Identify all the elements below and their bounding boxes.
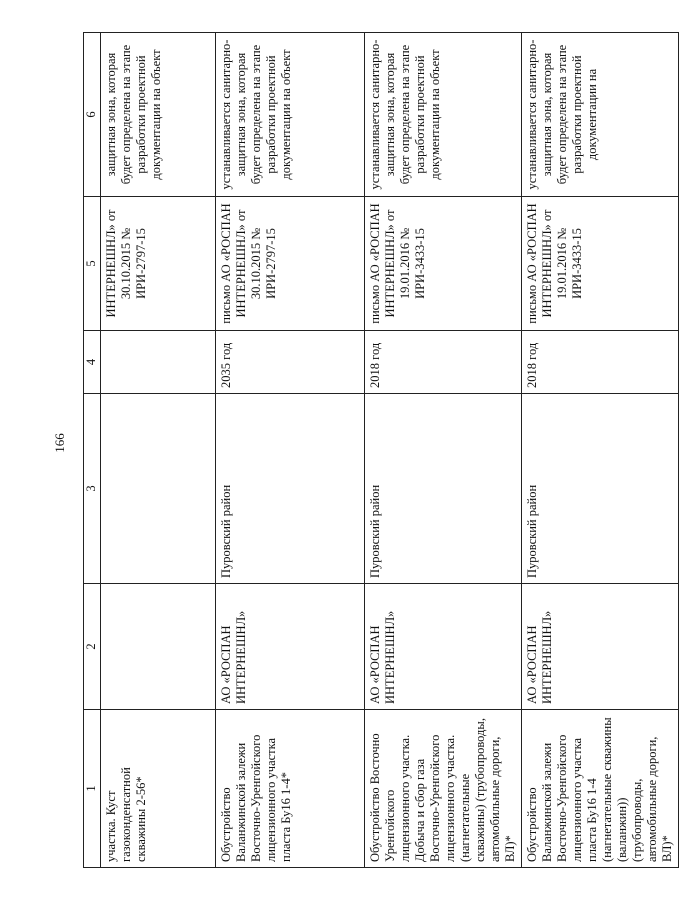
district-cell: Пуровский район: [365, 394, 522, 584]
district-cell: Пуровский район: [522, 394, 679, 584]
document-table: [83, 32, 679, 868]
table-row: [522, 33, 679, 868]
source-letter-cell: письмо АО «РОСПАН ИНТЕРНЕШНЛ» от 30.10.2015 № ИРИ-2797-15: [216, 197, 365, 331]
object-name-cell: Обустройство Восточно Уренгойского лицензионного участка. Добыча и сбор газа Восточно-Уренгойского лицензионного участка. (нагнетательные скважины) (трубопроводы, автомобильные дороги, ВЛ)*: [365, 710, 522, 868]
header-cell-5: 5: [84, 197, 101, 331]
year-cell: 2035 год: [216, 331, 365, 394]
header-cell-6: 6: [84, 33, 101, 197]
table-row: [216, 33, 365, 868]
year-cell: 2018 год: [522, 331, 679, 394]
year-cell: 2018 год: [365, 331, 522, 394]
source-letter-cell: ИНТЕРНЕШНЛ» от 30.10.2015 № ИРИ-2797-15: [101, 197, 216, 331]
header-cell-3: 3: [84, 394, 101, 584]
source-letter-cell: письмо АО «РОСПАН ИНТЕРНЕШНЛ» от 19.01.2016 № ИРИ-3433-15: [365, 197, 522, 331]
protection-zone-cell: устанавливается санитарно-защитная зона, которая будет определена на этапе разработки проектной документации на: [522, 33, 679, 197]
organization-cell: АО «РОСПАН ИНТЕРНЕШНЛ»: [365, 584, 522, 710]
district-cell: [101, 394, 216, 584]
header-cell-1: 1: [84, 710, 101, 868]
table-row: [101, 33, 216, 868]
table-row: [365, 33, 522, 868]
table-header-row: [84, 33, 101, 868]
protection-zone-cell: устанавливается санитарно-защитная зона, которая будет определена на этапе разработки проектной документации на объект: [216, 33, 365, 197]
organization-cell: АО «РОСПАН ИНТЕРНЕШНЛ»: [522, 584, 679, 710]
object-name-cell: Обустройство Валанжинской залежи Восточно-Уренгойского лицензионного участка пласта Бу16 1-4*: [216, 710, 365, 868]
organization-cell: АО «РОСПАН ИНТЕРНЕШНЛ»: [216, 584, 365, 710]
year-cell: [101, 331, 216, 394]
header-cell-2: 2: [84, 584, 101, 710]
object-name-cell: Обустройство Валанжинской залежи Восточно-Уренгойского лицензионного участка пласта Бу16 1-4 (нагнетательные скважины (валанжин)) (трубопроводы, автомобильные дороги, ВЛ)*: [522, 710, 679, 868]
protection-zone-cell: защитная зона, которая будет определена на этапе разработки проектной документации на объект: [101, 33, 216, 197]
protection-zone-cell: устанавливается санитарно-защитная зона, которая будет определена на этапе разработки проектной документации на объект: [365, 33, 522, 197]
object-name-cell: участка. Куст газоконденсатной скважины 2-56*: [101, 710, 216, 868]
rotated-table-container: [83, 33, 674, 868]
district-cell: Пуровский район: [216, 394, 365, 584]
page-number: 166: [52, 433, 67, 453]
organization-cell: [101, 584, 216, 710]
source-letter-cell: письмо АО «РОСПАН ИНТЕРНЕШНЛ» от 19.01.2016 № ИРИ-3433-15: [522, 197, 679, 331]
header-cell-4: 4: [84, 331, 101, 394]
